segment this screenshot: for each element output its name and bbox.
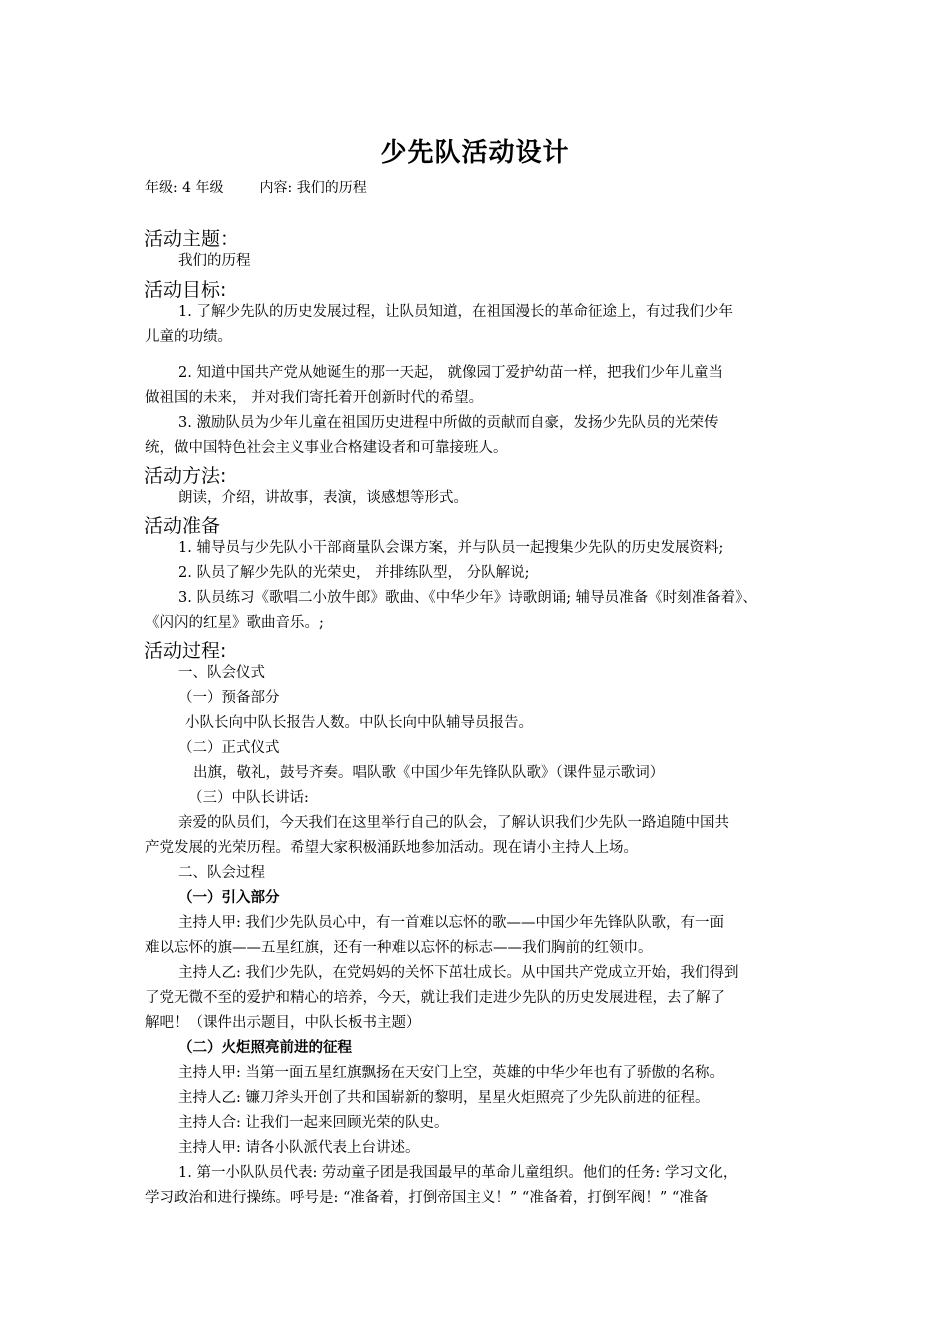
document-title: 少先队活动设计 [380,138,570,168]
process-heading: 活动过程: [144,640,227,662]
document-meta [145,177,367,197]
theme-text: 我们的历程 [178,253,251,269]
process-line: 学习政治和进行操练。呼号是: “准备着，打倒帝国主义！” “准备着，打倒军阀！” “准备 [145,1190,709,1206]
process-line: 亲爱的队员们，今天我们在这里举行自己的队会，了解认识我们少先队一路追随中国共 [178,815,729,831]
prep-line: 《闪闪的红星》歌曲音乐。; [145,615,324,631]
process-line: 主持人乙: 镰刀斧头开创了共和国崭新的黎明，星星火炬照亮了少先队前进的征程。 [178,1090,710,1106]
process-line: 二、队会过程 [178,865,265,881]
goals-line: 2. 知道中国共产党从她诞生的那一天起， 就像园丁爱护幼苗一样，把我们少年儿童当 [178,365,724,381]
process-line: 难以忘怀的旗——五星红旗，还有一种难以忘怀的标志——我们胸前的红领巾。 [145,940,653,956]
prep-line: 2. 队员了解少先队的光荣史， 并排练队型， 分队解说; [178,565,530,581]
theme-heading: 活动主题： [144,228,240,250]
goals-heading: 活动目标: [144,279,227,301]
prep-line: 1. 辅导员与少先队小干部商量队会课方案，并与队员一起搜集少先队的历史发展资料; [178,540,724,556]
process-line: 主持人合: 让我们一起来回顾光荣的队史。 [178,1115,449,1131]
process-line: 产党发展的光荣历程。希望大家积极涌跃地参加活动。现在请小主持人上场。 [145,840,638,856]
goals-line: 做祖国的未来， 并对我们寄托着开创新时代的希望。 [145,390,484,406]
process-line: 了党无微不至的爱护和精心的培养，今天，就让我们走进少先队的历史发展进程，去了解了 [145,990,725,1006]
process-line: 小队长向中队长报告人数。中队长向中队辅导员报告。 [185,715,533,731]
process-line: 一、队会仪式 [178,665,265,681]
goals-line: 儿童的功绩。 [145,329,232,345]
prep-line: 3. 队员练习《歌唱二小放牛郎》歌曲、《中华少年》诗歌朗诵; 辅导员准备《时刻准备着》、 [178,590,757,606]
process-line: 主持人甲: 请各小队派代表上台讲述。 [178,1140,420,1156]
process-line: 主持人甲: 我们少先队员心中，有一首难以忘怀的歌——中国少年先锋队队歌，有一面 [178,915,724,931]
process-line: （二）正式仪式 [178,740,280,756]
process-line: 1. 第一小队队员代表: 劳动童子团是我国最早的革命儿童组织。他们的任务: 学习文化， [178,1165,738,1181]
method-text: 朗读，介绍，讲故事，表演，谈感想等形式。 [178,490,468,506]
process-line: 出旗，敬礼，鼓号齐奏。唱队歌《中国少年先锋队队歌》（课件显示歌词） [193,765,665,781]
goals-line: 3. 激励队员为少年儿童在祖国历史进程中所做的贡献而自豪，发扬少先队员的光荣传 [178,415,719,431]
goals-line: 统，做中国特色社会主义事业合格建设者和可靠接班人。 [145,440,508,456]
grade-label: 年级: 4 年级 [145,180,224,196]
process-line: （一）预备部分 [178,690,280,706]
process-line: 解吧！（课件出示题目，中队长板书主题） [145,1015,421,1031]
content-label: 内容: 我们的历程 [259,180,367,196]
process-line: 主持人乙: 我们少先队，在党妈妈的关怀下茁壮成长。从中国共产党成立开始，我们得到 [178,965,739,981]
process-line: 主持人甲: 当第一面五星红旗飘扬在天安门上空，英雄的中华少年也有了骄傲的名称。 [178,1065,724,1081]
goals-line: 1. 了解少先队的历史发展过程，让队员知道，在祖国漫长的革命征途上，有过我们少年 [178,304,733,320]
method-heading: 活动方法: [144,465,227,487]
prep-heading: 活动准备 [144,515,221,537]
process-subheading: （一）引入部分 [178,889,280,906]
process-subheading: （二）火炬照亮前进的征程 [178,1039,352,1056]
process-line: （三）中队长讲话: [188,790,309,806]
